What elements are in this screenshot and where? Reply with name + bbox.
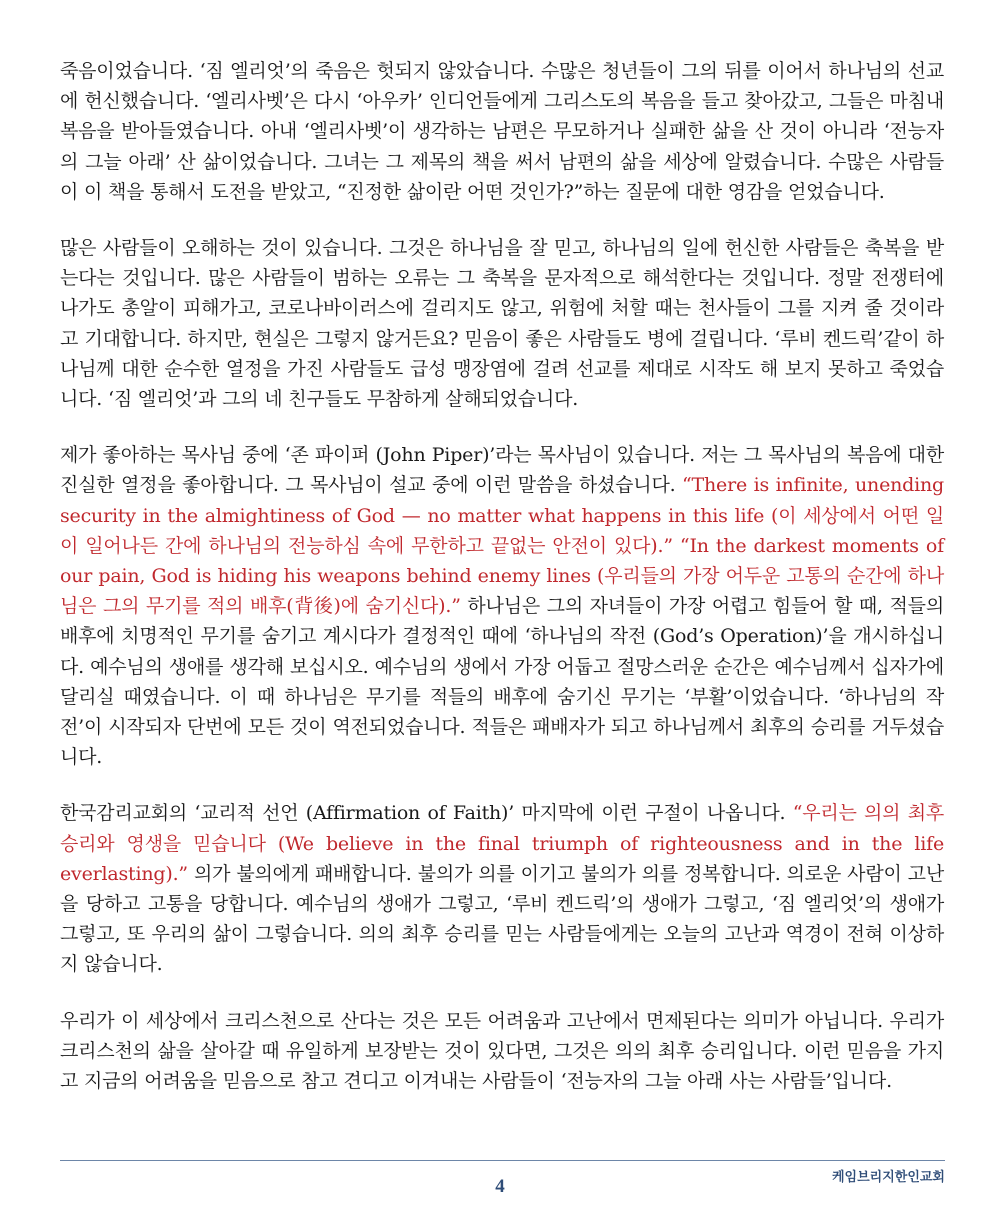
paragraph-5-text: 우리가 이 세상에서 크리스천으로 산다는 것은 모든 어려움과 고난에서 면제된다는 의미가 아닙니다. 우리가 크리스천의 삶을 살아갈 때 유일하게 보장받는 것이 있다면, 그것은 의의 최후 승리입니다. 이런 믿음을 가지고 지금의 어려움을 믿음으로 참고 견디고 이겨내는 사람들이 ‘전능자의 그늘 아래 사는 사람들’입니다. bbox=[60, 1009, 944, 1093]
paragraph-4 bbox=[60, 798, 944, 979]
page-number: 4 bbox=[495, 1176, 505, 1197]
paragraph-5 bbox=[60, 1006, 944, 1097]
document-body bbox=[60, 56, 944, 1122]
paragraph-3 bbox=[60, 440, 944, 772]
paragraph-3-text-intro: 제가 좋아하는 목사님 중에 ‘존 파이퍼 (John Piper)’라는 목사님이 있습니다. 저는 그 목사님의 복음에 대한 진실한 열정을 좋아합니다. 그 목사님이 설교 중에 이런 말씀을 하셨습니다. bbox=[60, 444, 944, 497]
footer-divider bbox=[60, 1160, 945, 1161]
paragraph-3-text-body: 하나님은 그의 자녀들이 가장 어렵고 힘들어 할 때, 적들의 배후에 치명적인 무기를 숨기고 계시다가 결정적인 때에 ‘하나님의 작전 (God’s Operation)’을 개시하십니다. 예수님의 생애를 생각해 보십시오. 예수님의 생에서 가장 어둡고 절망스러운 순간은 예수님께서 십자가에 달리실 때였습니다. 이 때 하나님은 무기를 적들의 배후에 숨기신 무기는 ‘부활’이었습니다. ‘하나님의 작전’이 시작되자 단번에 모든 것이 역전되었습니다. 적들은 패배자가 되고 하나님께서 최후의 승리를 거두셨습니다. bbox=[60, 595, 944, 769]
affirmation-of-faith-quote: “우리는 의의 최후 승리와 영생을 믿습니다 (We believe in the final triumph of righteousness and in the life everlasting).” bbox=[60, 802, 944, 885]
paragraph-1-text: 죽음이었습니다. ‘짐 엘리엇’의 죽음은 헛되지 않았습니다. 수많은 청년들이 그의 뒤를 이어서 하나님의 선교에 헌신했습니다. ‘엘리사벳’은 다시 ‘아우카’ 인디언들에게 그리스도의 복음을 들고 찾아갔고, 그들은 마침내 복음을 받아들였습니다. 아내 ‘엘리사벳’이 생각하는 남편은 무모하거나 실패한 삶을 산 것이 아니라 ‘전능자의 그늘 아래’ 산 삶이었습니다. 그녀는 그 제목의 책을 써서 남편의 삶을 세상에 알렸습니다. 수많은 사람들이 이 책을 통해서 도전을 받았고, “진정한 삶이란 어떤 것인가?”하는 질문에 대한 영감을 얻었습니다. bbox=[60, 60, 944, 203]
john-piper-quote: “There is infinite, unending security in the almightiness of God — no matter what happens in this life (이 세상에서 어떤 일이 일어나든 간에 하나님의 전능하심 속에 무한하고 끝없는 안전이 있다).” “In the darkest moments of our pain, God is hiding his weapons behind enemy lines (우리들의 가장 어두운 고통의 순간에 하나님은 그의 무기를 적의 배후(背後)에 숨기신다).” bbox=[60, 474, 944, 618]
paragraph-1 bbox=[60, 56, 944, 207]
paragraph-2 bbox=[60, 233, 944, 414]
paragraph-4-text-intro: 한국감리교회의 ‘교리적 선언 (Affirmation of Faith)’ 마지막에 이런 구절이 나옵니다. bbox=[60, 802, 793, 825]
paragraph-2-text: 많은 사람들이 오해하는 것이 있습니다. 그것은 하나님을 잘 믿고, 하나님의 일에 헌신한 사람들은 축복을 받는다는 것입니다. 많은 사람들이 범하는 오류는 그 축복을 문자적으로 해석한다는 것입니다. 정말 전쟁터에 나가도 총알이 피해가고, 코로나바이러스에 걸리지도 않고, 위험에 처할 때는 천사들이 그를 지켜 줄 것이라고 기대합니다. 하지만, 현실은 그렇지 않거든요? 믿음이 좋은 사람들도 병에 걸립니다. ‘루비 켄드릭’같이 하나님께 대한 순수한 열정을 가진 사람들도 급성 맹장염에 걸려 선교를 제대로 시작도 해 보지 못하고 죽었습니다. ‘짐 엘리엇’과 그의 네 친구들도 무참하게 살해되었습니다. bbox=[60, 237, 944, 411]
paragraph-4-text-body: 의가 불의에게 패배합니다. 불의가 의를 이기고 불의가 의를 정복합니다. 의로운 사람이 고난을 당하고 고통을 당합니다. 예수님의 생애가 그렇고, ‘루비 켄드릭’의 생애가 그렇고, ‘짐 엘리엇’의 생애가 그렇고, 또 우리의 삶이 그렇습니다. 의의 최후 승리를 믿는 사람들에게는 오늘의 고난과 역경이 전혀 이상하지 않습니다. bbox=[60, 862, 944, 976]
footer-church-name: 케임브리지한인교회 bbox=[831, 1170, 945, 1185]
